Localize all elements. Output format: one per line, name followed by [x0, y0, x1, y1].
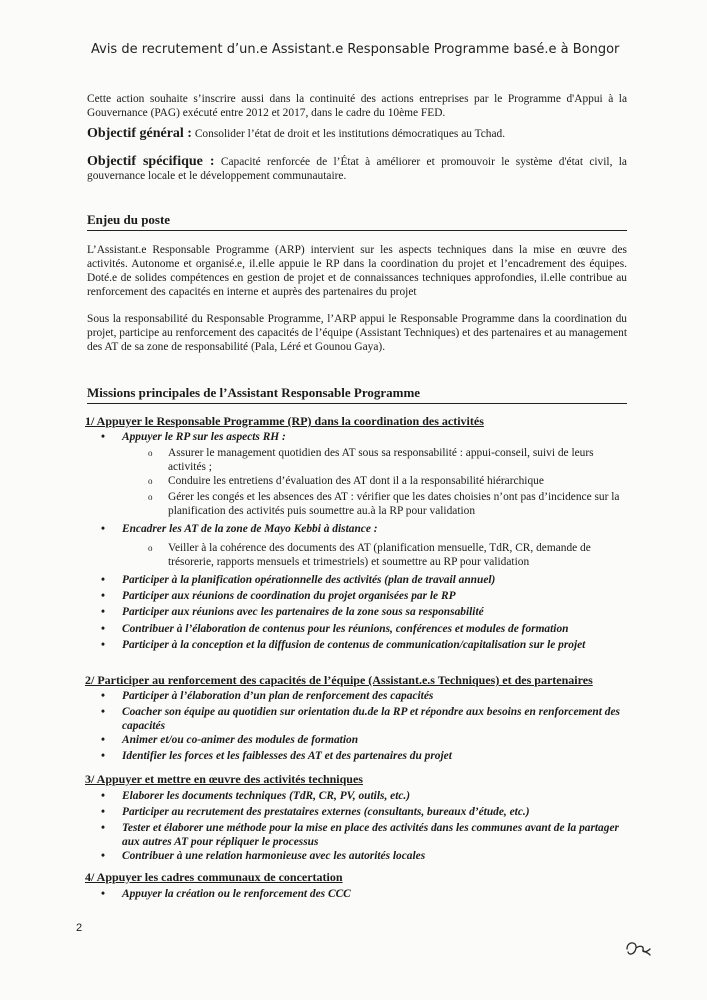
mission-3-bullet-text: Tester et élaborer une méthode pour la mise en place des activités dans les communes avant de la partager aux autres AT pour répliquer le processus [122, 822, 619, 848]
objectif-specifique-label: Objectif spécifique : [87, 154, 215, 169]
mission-3-bullet-text: Elaborer les documents techniques (TdR, CR, PV, outils, etc.) [122, 790, 411, 802]
bullet-rh-text: Appuyer le RP sur les aspects RH : [122, 431, 286, 443]
mission-1-title: 1/ Appuyer le Responsable Programme (RP) dans la coordination des activités [85, 414, 484, 428]
mission-1-bullet-text: Contribuer à l’élaboration de contenus pour les réunions, conférences et modules de formation [122, 623, 569, 635]
document-header: Avis de recrutement d’un.e Assistant.e Responsable Programme basé.e à Bongor [91, 42, 620, 57]
page-number: 2 [76, 922, 83, 934]
mission-1-bullet-text: Participer à la planification opérationnelle des activités (plan de travail annuel) [122, 574, 496, 586]
mission-2-bullet-text: Identifier les forces et les faiblesses des AT et des partenaires du projet [122, 750, 452, 762]
mission-1-bullet-text: Participer à la conception et la diffusion de contenus de communication/capitalisation sur le projet [122, 639, 586, 651]
mission-3-title: 3/ Appuyer et mettre en œuvre des activités techniques [85, 772, 363, 786]
rh-item-text: Gérer les congés et les absences des AT : vérifier que les dates choisies n’ont pas d’incidence sur la planification des activités puis soumettre au.à la RP pour validation [168, 491, 620, 517]
objectif-specifique-text: Capacité renforcée de l’État à améliorer et promouvoir le système d'état civil, la gouvernance locale et le développement communautaire. [87, 156, 627, 182]
mission-3-bullet-text: Contribuer à une relation harmonieuse avec les autorités locales [122, 850, 426, 862]
handwritten-initials-icon [623, 935, 653, 961]
mission-4-bullet-text: Appuyer la création ou le renforcement des CCC [122, 888, 351, 900]
mission-3-bullet-text: Participer au recrutement des prestataires externes (consultants, bureaux d’étude, etc.) [122, 806, 530, 818]
objectif-general [87, 127, 627, 141]
section-missions-title: Missions principales de l’Assistant Responsable Programme [87, 385, 627, 404]
mission-2-bullet-text: Coacher son équipe au quotidien sur orientation du.de la RP et répondre aux besoins en renforcement des capacités [122, 706, 620, 732]
objectif-general-text: Consolider l’état de droit et les institutions démocratiques au Tchad. [194, 128, 506, 140]
rh-item-text: Assurer le management quotidien des AT sous sa responsabilité : appui-conseil, suivi de leurs activités ; [168, 447, 594, 473]
objectif-specifique [87, 155, 627, 183]
mission-2-bullet-text: Participer à l’élaboration d’un plan de renforcement des capacités [122, 690, 434, 702]
enjeu-paragraph-1: L’Assistant.e Responsable Programme (ARP) intervient sur les aspects techniques dans la mise en œuvre des activités. Autonome et organisé.e, il.elle appuie le RP dans la coordination du projet et l’encadrement des équipes. Doté.e de solides compétences en gestion de projet et de connaissances techniques approfondies, il.elle contribue au renforcement des capacités en interne et auprès des partenaires du projet [87, 244, 627, 298]
intro-paragraph: Cette action souhaite s’inscrire aussi dans la continuité des actions entreprises par le Programme d'Appui à la Gouvernance (PAG) exécuté entre 2012 et 2017, dans le cadre du 10ème FED. [87, 93, 627, 119]
mission-4-title: 4/ Appuyer les cadres communaux de concertation [85, 870, 343, 884]
bullet-encadrer-text: Encadrer les AT de la zone de Mayo Kebbi à distance : [122, 523, 378, 535]
mission-1-bullet-text: Participer aux réunions de coordination du projet organisées par le RP [122, 590, 456, 602]
mission-2-bullet-text: Animer et/ou co-animer des modules de formation [122, 734, 359, 746]
encadrer-item-text: Veiller à la cohérence des documents des AT (planification mensuelle, TdR, CR, demande de trésorerie, rapports mensuels et trimestriels) et soumettre au RP pour validation [168, 542, 591, 568]
section-enjeu-title: Enjeu du poste [87, 212, 627, 231]
objectif-general-label: Objectif général : [87, 126, 192, 141]
rh-item-text: Conduire les entretiens d’évaluation des AT dont il a la responsabilité hiérarchique [168, 475, 544, 487]
mission-2-title: 2/ Participer au renforcement des capacités de l’équipe (Assistant.e.s Techniques) et des partenaires [85, 673, 593, 687]
mission-1-bullet-text: Participer aux réunions avec les partenaires de la zone sous sa responsabilité [122, 606, 484, 618]
enjeu-paragraph-2: Sous la responsabilité du Responsable Programme, l’ARP appui le Responsable Programme dans la coordination du projet, participe au renforcement des capacités de l’équipe (Assistant Techniques) et des partenaires et au management des AT de sa zone de responsabilité (Pala, Léré et Gounou Gaya). [87, 313, 627, 353]
